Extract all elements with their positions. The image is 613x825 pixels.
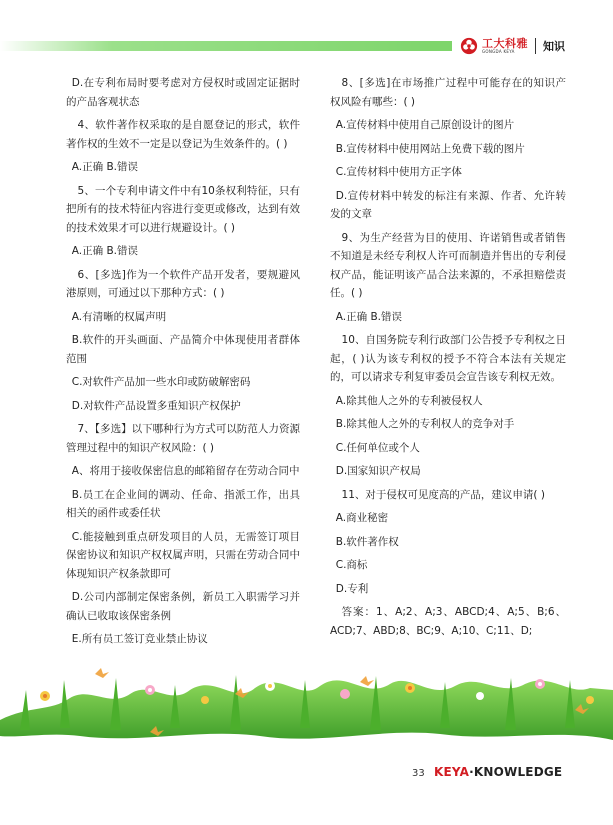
paragraph: A.正确 B.错误	[71, 161, 138, 173]
paragraph: C.任何单位或个人	[335, 441, 420, 454]
logo-divider	[535, 38, 536, 54]
paragraph: 11、对于侵权可见度高的产品，建议申请( )	[341, 488, 545, 501]
footer-brand-knowledge: ·KNOWLEDGE	[469, 765, 563, 779]
paragraph: D.对软件产品设置多重知识产权保护	[71, 399, 241, 412]
paragraph: A.有清晰的权属声明	[71, 310, 167, 323]
paragraph: A.正确 B.错误	[335, 310, 402, 323]
paragraph: D.宣传材料中转发的标注有来源、作者、允许转发的文章	[330, 189, 566, 220]
paragraph: B.除其他人之外的专利权人的竞争对手	[335, 418, 515, 430]
paragraph: 8、[多选]在市场推广过程中可能存在的知识产权风险有哪些：( )	[330, 77, 566, 108]
paragraph: A.商业秘密	[335, 512, 389, 524]
paragraph: B.软件的开头画面、产品简介中体现使用者群体范围	[66, 334, 300, 365]
paragraph: D.公司内部制定保密条例，新员工入职需学习并确认已收取该保密条例	[66, 591, 300, 622]
paragraph: 4、软件著作权采取的是自愿登记的形式，软件著作权的生效不一定是以登记为生效条件的。( )	[66, 119, 300, 150]
right-column	[330, 74, 566, 645]
paragraph: 6、[多选]作为一个软件产品开发者，要规避风港原则，可通过以下那种方式：( )	[66, 268, 300, 299]
paragraph: D.国家知识产权局	[335, 465, 421, 477]
paragraph: 9、为生产经营为目的使用、许诺销售或者销售不知道是未经专利权人许可而制造并售出的专利侵权产品，能证明该产品合法来源的，不承担赔偿责任。( )	[330, 231, 566, 299]
paragraph: E.所有员工签订竞业禁止协议	[71, 633, 208, 645]
paragraph: 答案：1、A;2、A;3、ABCD;4、A;5、B;6、ACD;7、ABD;8、BC;9、A;10、C;11、D;	[330, 606, 566, 637]
brand-logo	[460, 36, 565, 56]
paragraph: B.宣传材料中使用网站上免费下载的图片	[335, 142, 525, 155]
paragraph: B.员工在企业间的调动、任命、指派工作，出具相关的函件或委任状	[66, 488, 300, 519]
logo-chinese-text: 工大科雅	[482, 37, 528, 50]
paragraph: C.能接触到重点研发项目的人员，无需签订项目保密协议和知识产权权属声明，只需在劳动合同中体现知识产权条款即可	[66, 530, 300, 580]
paragraph: A、将用于接收保密信息的邮箱留存在劳动合同中	[71, 465, 300, 477]
page-footer	[0, 765, 613, 785]
paragraph: B.软件著作权	[335, 535, 399, 548]
logo-english-text: GONGDA KEYA	[482, 49, 515, 54]
paragraph: 10、自国务院专利行政部门公告授予专利权之日起，( )认为该专利权的授予不符合本法有关规定的，可以请求专利复审委员会宣告该专利权无效。	[330, 334, 566, 383]
paragraph: A.正确 B.错误	[71, 245, 138, 257]
header-green-bar-cap	[430, 41, 452, 51]
left-column	[66, 74, 300, 654]
page-number: 33	[412, 768, 425, 779]
footer-brand-keya: KEYA	[434, 765, 470, 779]
paragraph: 5、一个专利申请文件中有10条权利特征，只有把所有的技术特征内容进行变更或修改，达到有效的技术效果才可以进行规避设计。( )	[66, 184, 300, 234]
paragraph: A.除其他人之外的专利被侵权人	[335, 394, 483, 407]
grass-flowers-illustration	[0, 650, 613, 755]
paragraph: D.在专利布局时要考虑对方侵权时或固定证据时的产品客观状态	[66, 77, 300, 108]
paragraph: 7、【多选】以下哪种行为方式可以防范人力资源管理过程中的知识产权风险：( )	[66, 423, 300, 454]
paragraph: A.宣传材料中使用自己原创设计的图片	[335, 119, 515, 131]
footer-brand	[434, 765, 562, 779]
paragraph: C.宣传材料中使用方正字体	[335, 166, 462, 178]
header-green-bar	[0, 41, 450, 51]
section-title: 知识	[543, 40, 565, 53]
paragraph: C.对软件产品加一些水印或防破解密码	[71, 376, 251, 388]
paragraph: C.商标	[335, 559, 368, 571]
paragraph: D.专利	[335, 582, 369, 595]
logo-flower-icon	[460, 37, 478, 55]
